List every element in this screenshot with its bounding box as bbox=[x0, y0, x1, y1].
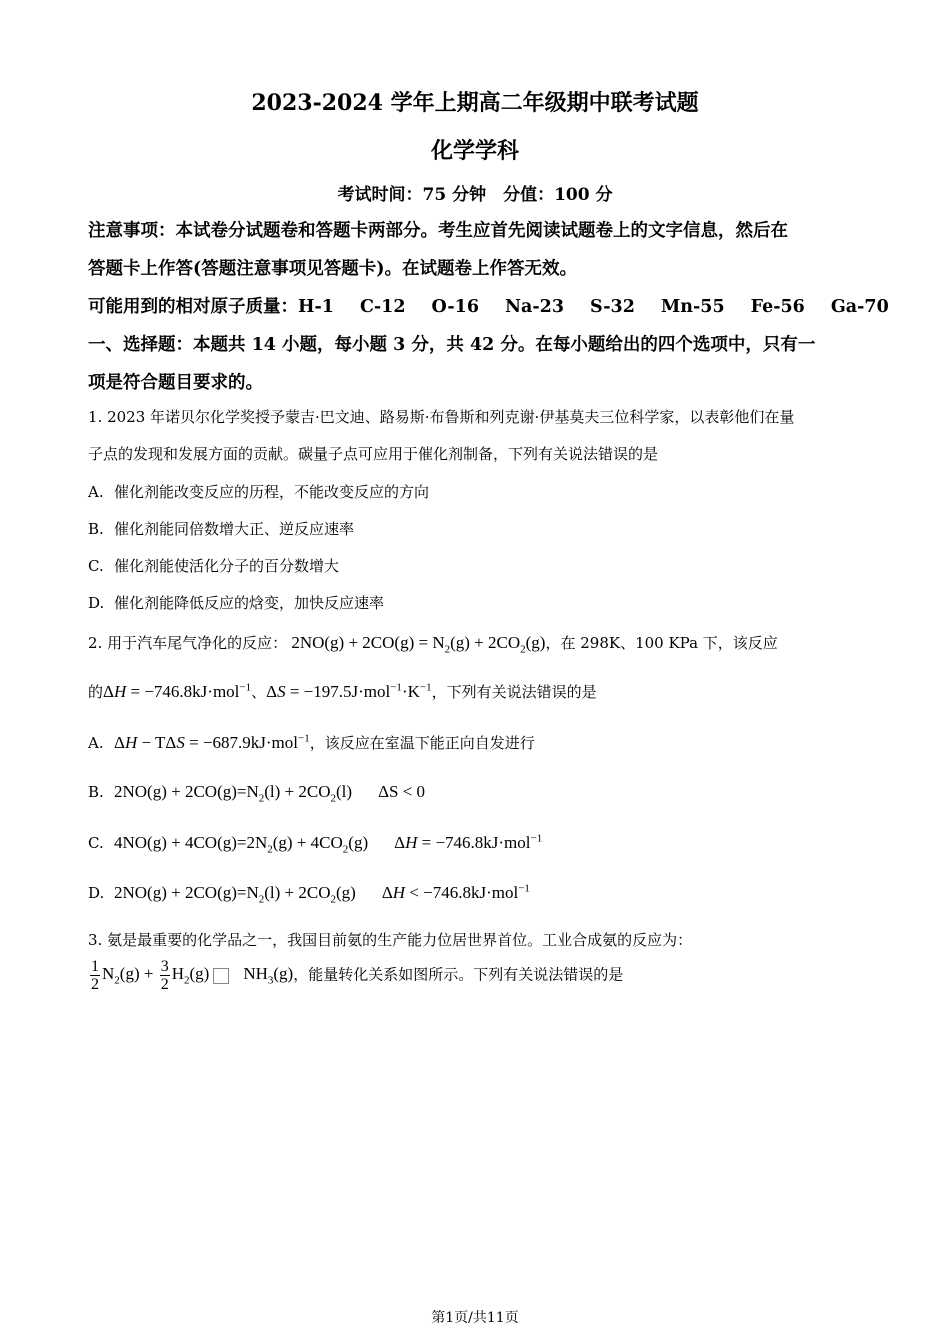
q3-reaction-equation: $\frac{1}{2}$ $N_2(g)$ + $\frac{3}{2}$ $H_2(g)$ $NH_3(g)$ bbox=[91, 958, 294, 993]
atomic-mass-item: C-12 bbox=[359, 297, 406, 317]
atomic-mass-item: Na-23 bbox=[505, 297, 564, 317]
q2-option-a-text: ，该反应在室温下能正向自发进行 bbox=[309, 734, 535, 752]
atomic-mass-item: Ga-70 bbox=[830, 297, 889, 317]
q1-option-c bbox=[88, 555, 880, 576]
atomic-masses bbox=[88, 293, 889, 318]
q2-option-c-equation: $4NO(g) + 4CO(g)=2N_2(g) + 4CO_2(g)$ bbox=[114, 832, 369, 856]
atomic-mass-item: H-1 bbox=[298, 297, 334, 317]
option-label: D. bbox=[88, 883, 105, 902]
q1-option-b bbox=[88, 518, 880, 539]
equilibrium-arrow-icon bbox=[213, 968, 229, 984]
option-text: 催化剂能同倍数增大正、逆反应速率 bbox=[114, 520, 355, 538]
q2-option-b bbox=[88, 782, 880, 804]
q2-option-d bbox=[88, 882, 880, 905]
q2-option-d-condition: ΔH < −746.8kJ·mol$^{-1}$ bbox=[381, 882, 530, 902]
q2-option-b-equation: $2NO(g) + 2CO(g)=N_2(l) + 2CO_2(l)$ bbox=[114, 782, 353, 805]
q2-stem-line-1 bbox=[88, 632, 880, 655]
q2-stem-condition: ，在 298K、100 KPa 下，该反应 bbox=[545, 634, 778, 652]
option-label: A. bbox=[88, 734, 104, 752]
option-text: 催化剂能降低反应的焓变，加快反应速率 bbox=[114, 594, 385, 612]
q1-stem-line-1: 1. 2023 年诺贝尔化学奖授予蒙吉·巴文迪、路易斯·布鲁斯和列克谢·伊基莫夫三位科学家，以表彰他们在量 bbox=[88, 408, 795, 426]
option-label: C. bbox=[88, 833, 104, 852]
q2-stem-line-2 bbox=[88, 681, 880, 702]
q2-reaction-equation: $2NO(g) + 2CO(g) = N_2(g) + 2CO_2(g)$ bbox=[287, 633, 546, 656]
atomic-mass-item: Mn-55 bbox=[660, 297, 725, 317]
q1-stem-line-2: 子点的发现和发展方面的贡献。碳量子点可应用于催化剂制备，下列有关说法错误的是 bbox=[88, 445, 659, 463]
q2-option-c bbox=[88, 832, 880, 855]
q2-entropy: $\Delta S = -197.5J\cdot mol^{-1}\cdot K^{-1}$ bbox=[266, 681, 432, 701]
q2-separator: 、 bbox=[251, 683, 267, 701]
q2-option-b-condition: ΔS < 0 bbox=[378, 782, 426, 801]
q2-stem-line-2-prefix: 的 bbox=[88, 683, 104, 701]
q1-option-d bbox=[88, 592, 880, 613]
q2-stem-prefix: 2. 用于汽车尾气净化的反应： bbox=[88, 634, 288, 652]
option-label: A. bbox=[88, 483, 104, 501]
option-label: B. bbox=[88, 783, 104, 801]
q3-stem-line-2 bbox=[88, 958, 880, 993]
notice-line-1: 注意事项：本试卷分试题卷和答题卡两部分。考生应首先阅读试题卷上的文字信息，然后在 bbox=[88, 221, 788, 241]
q2-option-a-formula: ΔH − TΔS = −687.9kJ·mol$^{-1}$ bbox=[114, 732, 310, 752]
notice-line-2: 答题卡上作答(答题注意事项见答题卡)。在试题卷上作答无效。 bbox=[88, 259, 578, 279]
option-text: 催化剂能使活化分子的百分数增大 bbox=[114, 557, 340, 575]
atomic-mass-item: S-32 bbox=[590, 297, 635, 317]
option-label: D. bbox=[88, 594, 105, 612]
subject-title: 化学学科 bbox=[430, 138, 519, 164]
section-1-heading-line-1: 一、选择题：本题共 14 小题，每小题 3 分，共 42 分。在每小题给出的四个选项中，只有一 bbox=[88, 335, 816, 355]
option-label: C. bbox=[88, 557, 104, 575]
atomic-mass-item: O-16 bbox=[431, 297, 480, 317]
exam-title: 2023-2024 学年上期高二年级期中联考试题 bbox=[251, 90, 699, 116]
q1-option-a bbox=[88, 481, 880, 502]
q2-option-c-condition: ΔH = −746.8kJ·mol$^{-1}$ bbox=[394, 832, 543, 852]
atomic-mass-item: Fe-56 bbox=[750, 297, 805, 317]
q2-enthalpy: ΔH = −746.8kJ·mol$^{-1}$ bbox=[103, 681, 252, 701]
q3-stem-line-1: 3. 氨是最重要的化学品之一，我国目前氨的生产能力位居世界首位。工业合成氨的反应为： bbox=[88, 931, 693, 949]
q3-stem-line-2-suffix: ，能量转化关系如图所示。下列有关说法错误的是 bbox=[293, 965, 624, 984]
section-1-heading-line-2: 项是符合题目要求的。 bbox=[88, 373, 263, 393]
q2-option-d-equation: $2NO(g) + 2CO(g)=N_2(l) + 2CO_2(g)$ bbox=[114, 882, 356, 906]
option-text: 催化剂能改变反应的历程，不能改变反应的方向 bbox=[114, 483, 430, 501]
q2-stem-line-2-suffix: ，下列有关说法错误的是 bbox=[431, 683, 597, 701]
option-label: B. bbox=[88, 520, 104, 538]
exam-info: 考试时间：75 分钟 分值：100 分 bbox=[337, 185, 613, 205]
q2-option-a bbox=[88, 732, 880, 753]
page-number: 第1页/共11页 bbox=[431, 1310, 519, 1326]
atomic-masses-label: 可能用到的相对原子质量： bbox=[88, 297, 298, 317]
